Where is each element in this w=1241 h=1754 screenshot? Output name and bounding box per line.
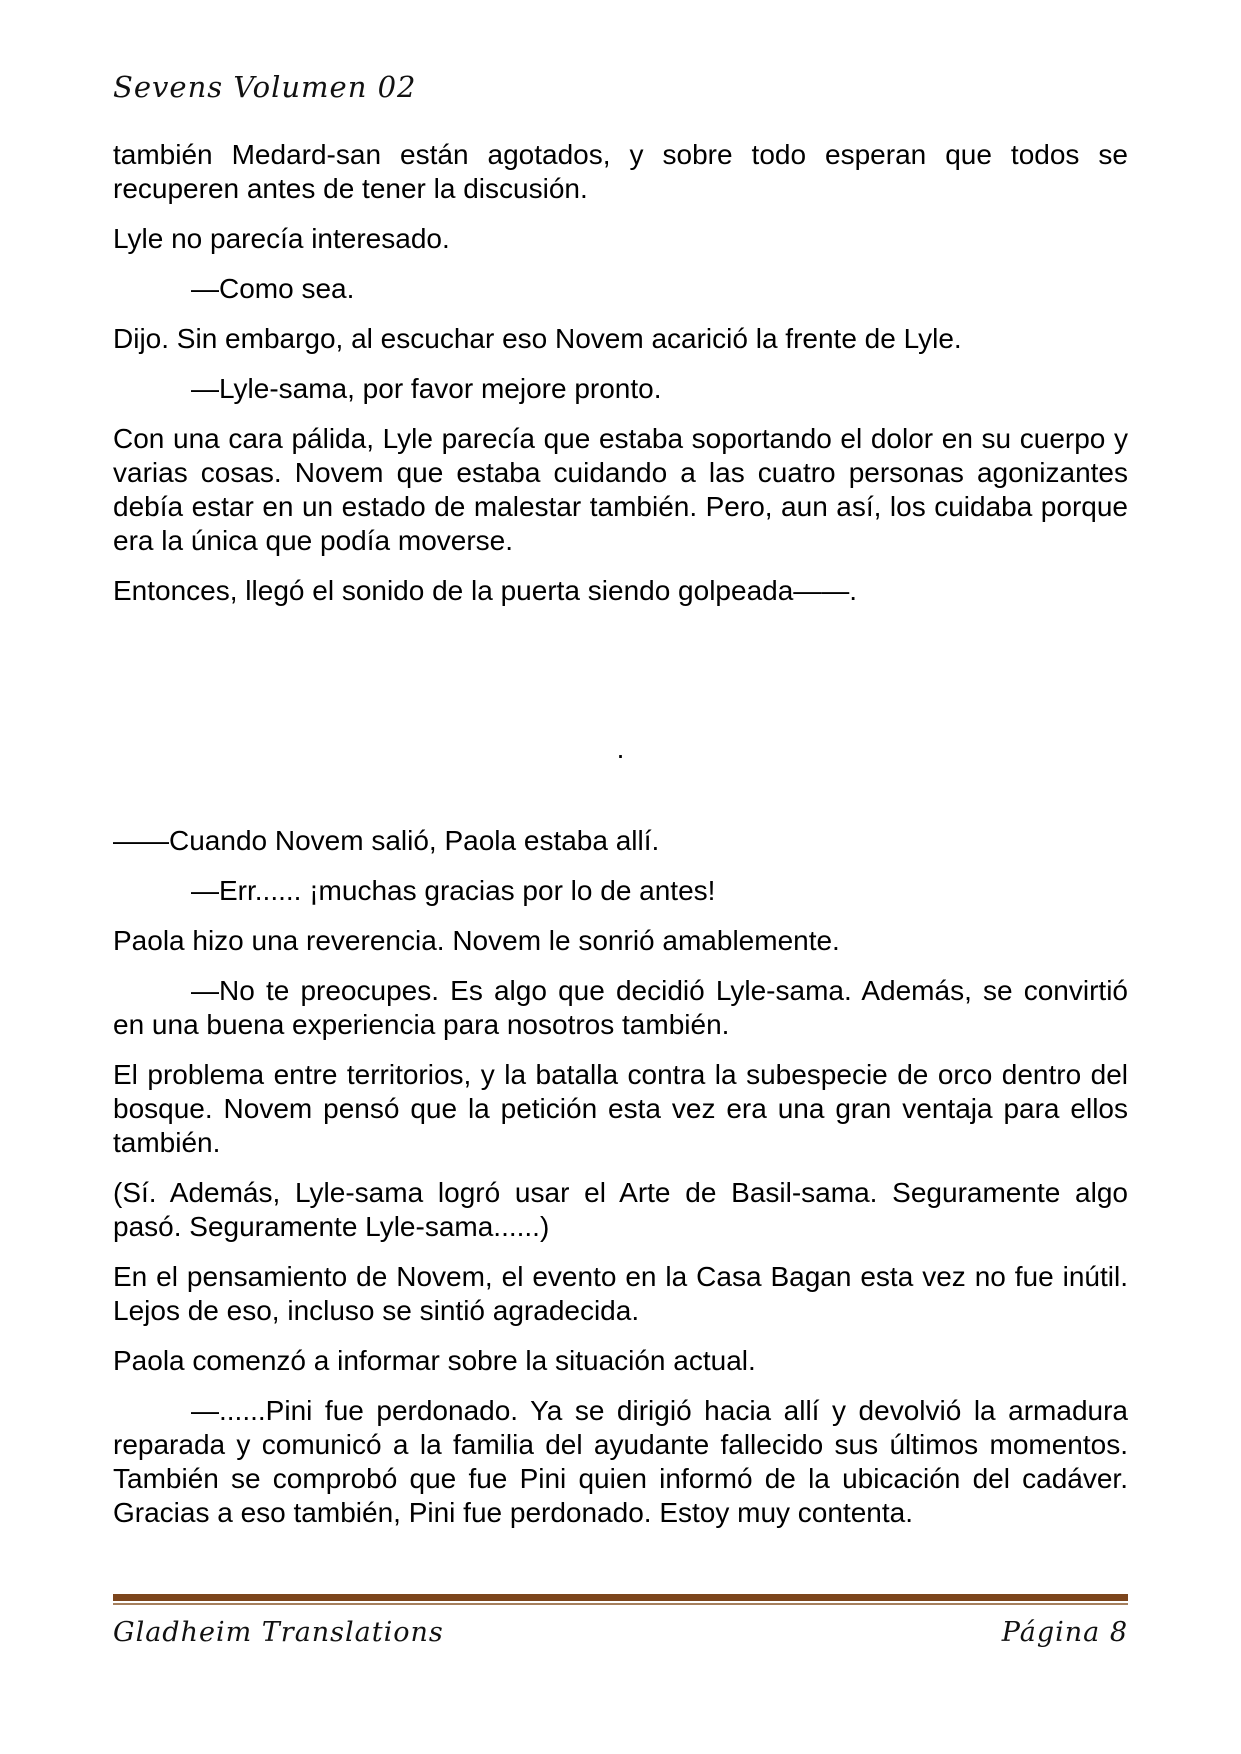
paragraph: Entonces, llegó el sonido de la puerta siendo golpeada——. bbox=[113, 575, 858, 606]
paragraph: Paola hizo una reverencia. Novem le sonrió amablemente. bbox=[113, 925, 840, 956]
dialogue-line: —Lyle-sama, por favor mejore pronto. bbox=[191, 373, 662, 404]
paragraph: En el pensamiento de Novem, el evento en la Casa Bagan esta vez no fue inútil. Lejos de eso, incluso se sintió agradecida. bbox=[113, 1261, 1128, 1326]
paragraph: (Sí. Además, Lyle-sama logró usar el Arte de Basil-sama. Seguramente algo pasó. Seguramente Lyle-sama......) bbox=[113, 1177, 1128, 1242]
paragraph: Paola comenzó a informar sobre la situación actual. bbox=[113, 1345, 756, 1376]
paragraph: ——Cuando Novem salió, Paola estaba allí. bbox=[113, 825, 660, 856]
paragraph: Lyle no parecía interesado. bbox=[113, 223, 450, 254]
document-title: Sevens Volumen 02 bbox=[113, 70, 417, 104]
paragraph: Dijo. Sin embargo, al escuchar eso Novem acarició la frente de Lyle. bbox=[113, 323, 962, 354]
dialogue-line: —Err...... ¡muchas gracias por lo de antes! bbox=[191, 875, 716, 906]
paragraph: Con una cara pálida, Lyle parecía que estaba soportando el dolor en su cuerpo y varias cosas. Novem que estaba cuidando a las cuatro personas agonizantes debía estar en un estado de malestar también. Pero, aun así, los cuidaba porque era la única que podía moverse. bbox=[113, 423, 1128, 556]
page-header bbox=[113, 70, 1128, 104]
dialogue-line: —......Pini fue perdonado. Ya se dirigió hacia allí y devolvió la armadura reparada y comunicó a la familia del ayudante fallecido sus últimos momentos. También se comprobó que fue Pini quien informó de la ubicación del cadáver. Gracias a eso también, Pini fue perdonado. Estoy muy contenta. bbox=[113, 1395, 1128, 1528]
paragraph: también Medard-san están agotados, y sobre todo esperan que todos se recuperen antes de tener la discusión. bbox=[113, 139, 1128, 204]
footer-translator-credit: Gladheim Translations bbox=[113, 1617, 444, 1648]
page-body bbox=[113, 138, 1128, 1546]
paragraph: El problema entre territorios, y la batalla contra la subespecie de orco dentro del bosque. Novem pensó que la petición esta vez era una gran ventaja para ellos también. bbox=[113, 1059, 1128, 1158]
dialogue-line: —No te preocupes. Es algo que decidió Lyle-sama. Además, se convirtió en una buena experiencia para nosotros también. bbox=[113, 975, 1128, 1040]
dialogue-line: —Como sea. bbox=[191, 273, 355, 304]
separator-dot: . bbox=[616, 733, 625, 764]
footer-page-number: Página 8 bbox=[1001, 1617, 1128, 1648]
footer-divider bbox=[113, 1594, 1128, 1605]
page-footer bbox=[113, 1594, 1128, 1648]
